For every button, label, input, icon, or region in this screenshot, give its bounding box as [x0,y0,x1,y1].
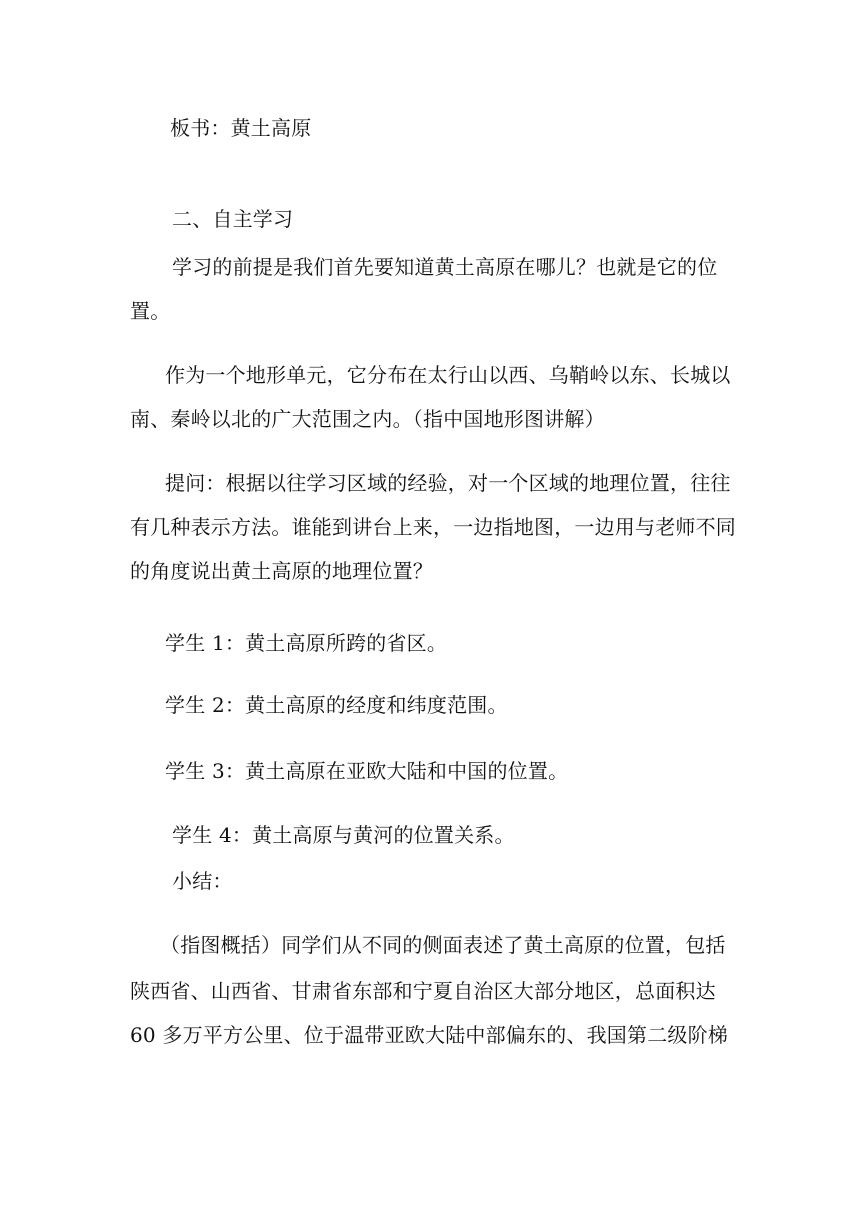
paragraph-line: 学习的前提是我们首先要知道黄土高原在哪儿？也就是它的位 [172,255,718,279]
paragraph-line: （指图概括）同学们从不同的侧面表述了黄土高原的位置，包括 [160,933,726,957]
board-heading: 板书：黄土高原 [170,116,312,140]
paragraph-line: 陕西省、山西省、甘肃省东部和宁夏自治区大部分地区，总面积达 [130,979,716,1003]
paragraph-line: 作为一个地形单元，它分布在太行山以西、乌鞘岭以东、长城以 [165,363,731,387]
paragraph-line: 的角度说出黄土高原的地理位置？ [130,559,433,583]
paragraph-line: 有几种表示方法。谁能到讲台上来，一边指地图，一边用与老师不同 [130,515,736,539]
student-answer: 学生 1：黄土高原所跨的省区。 [165,631,448,655]
paragraph-line: 60 多万平方公里、位于温带亚欧大陆中部偏东的、我国第二级阶梯 [130,1023,729,1047]
section-title: 二、自主学习 [172,207,294,231]
paragraph-line: 提问：根据以往学习区域的经验，对一个区域的地理位置，往往 [165,471,731,495]
student-answer: 学生 4：黄土高原与黄河的位置关系。 [172,823,515,847]
paragraph-line: 南、秦岭以北的广大范围之内。（指中国地形图讲解） [130,407,605,431]
student-answer: 学生 3：黄土高原在亚欧大陆和中国的位置。 [165,759,569,783]
paragraph-line: 置。 [130,299,171,323]
summary-label: 小结： [172,869,233,893]
student-answer: 学生 2：黄土高原的经度和纬度范围。 [165,693,508,717]
